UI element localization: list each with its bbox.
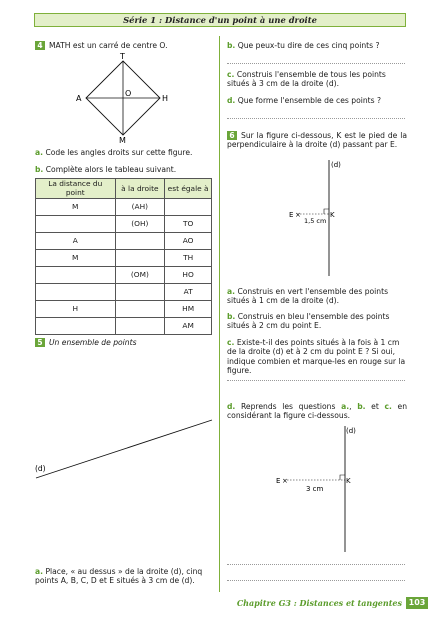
table-cell[interactable] [115,300,165,317]
line-d [36,420,212,478]
table-row [36,300,212,317]
table-row [36,283,212,300]
ex4-number: 4 [35,41,45,50]
ex6-question-a: a. Construis en vert l'ensemble des points situés à 1 cm de la droite (d). [227,287,389,306]
table-row [36,249,212,266]
table-cell[interactable]: AO [165,232,212,249]
table-cell[interactable]: (OM) [115,266,165,283]
answer-line[interactable] [227,580,405,581]
ex5-question-d: d. Que forme l'ensemble de ces points ? [227,96,382,105]
series-title: Série 1 : Distance d'un point à une droite [123,15,317,25]
ex6-question-b: b. Construis en bleu l'ensemble des points situés à 2 cm du point E. [227,312,390,331]
distance-label: 3 cm [306,485,324,493]
ex4-statement [35,41,215,50]
point-label-k: K [346,477,351,485]
ex6-statement [227,131,407,150]
table-cell[interactable] [115,232,165,249]
square-math-figure [70,52,180,144]
table-row [36,266,212,283]
vertex-label-h: H [162,94,169,103]
center-label-o: O [125,89,132,98]
ex5-question-c: c. Construis l'ensemble de tous les points situés à 3 cm de la droite (d). [227,70,386,89]
answer-line[interactable] [227,118,405,119]
vertex-label-m: M [119,136,126,144]
ex6-question-c: c. Existe-t-il des points situés à la fois à 1 cm de la droite (d) et à 2 cm du point E ? Si oui, indique combien et marque-les en rouge sur la figure. [227,338,406,376]
vertex-label-a: A [76,94,82,103]
table-cell[interactable] [36,317,116,334]
table-cell[interactable]: M [36,249,116,266]
page-number: 103 [406,597,428,609]
ex4-text: MATH est un carré de centre O. [49,41,168,50]
answer-line[interactable] [227,380,405,381]
ex5-number: 5 [35,338,45,347]
ex5-statement [35,338,215,347]
table-cell[interactable]: HM [165,300,212,317]
table-cell[interactable] [115,317,165,334]
series-header [34,13,406,27]
col-header: La distance du point [36,179,116,199]
table-cell[interactable] [36,266,116,283]
table-row [36,232,212,249]
ex4-question-a: a. Code les angles droits sur cette figure. [35,148,193,157]
ex6-question-d: d. Reprends les questions a., b. et c. en considérant la figure ci-dessous. [227,402,408,421]
distance-label: 1,5 cm [304,217,327,225]
line-d-label: (d) [35,464,46,473]
table-cell[interactable] [115,283,165,300]
perpendicular-figure-2 [270,424,370,554]
ex6-text: Sur la figure ci-dessous, K est le pied de la perpendiculaire à la droite (d) passant par E. [227,131,407,150]
point-label-k: K [330,211,335,219]
answer-line[interactable] [227,63,405,64]
table-cell[interactable]: A [36,232,116,249]
table-cell[interactable]: (OH) [115,215,165,232]
table-cell[interactable]: AM [165,317,212,334]
table-row [36,215,212,232]
chapter-title: Chapitre G3 : Distances et tangentes [236,598,402,608]
table-cell[interactable]: M [36,198,116,215]
col-header: est égale à [165,179,212,199]
cross-mark-e: × [282,477,288,485]
table-row [36,317,212,334]
right-angle-mark [340,475,345,480]
ex5-question-b: b. Que peux-tu dire de ces cinq points ? [227,41,380,50]
point-label-e: E [276,477,281,485]
col-header: à la droite [115,179,165,199]
page-footer [236,597,428,609]
table-cell[interactable] [115,249,165,266]
line-d-label: (d) [346,427,356,435]
table-cell[interactable]: AT [165,283,212,300]
table-cell[interactable] [165,198,212,215]
table-cell[interactable] [36,215,116,232]
line-d-label: (d) [331,161,341,169]
table-cell[interactable]: TO [165,215,212,232]
ex5-title: Un ensemble de points [49,338,137,347]
line-d-figure [34,412,216,480]
table-cell[interactable]: (AH) [115,198,165,215]
ex6-number: 6 [227,131,237,140]
table-cell[interactable]: TH [165,249,212,266]
table-cell[interactable]: HO [165,266,212,283]
vertex-label-t: T [120,52,125,61]
ex4-question-b: b. Complète alors le tableau suivant. [35,165,177,174]
right-angle-mark [324,209,329,214]
cross-mark-e: × [295,211,301,219]
perpendicular-figure-1 [285,158,355,278]
distance-table [35,178,212,335]
column-divider [219,36,220,592]
ex5-question-a: a. Place, « au dessus » de la droite (d), cinq points A, B, C, D et E situés à 3 cm de (d). [35,567,203,586]
table-row [36,198,212,215]
table-header-row [36,179,212,199]
table-cell[interactable] [36,283,116,300]
answer-line[interactable] [227,564,405,565]
table-cell[interactable]: H [36,300,116,317]
point-label-e: E [289,211,294,219]
